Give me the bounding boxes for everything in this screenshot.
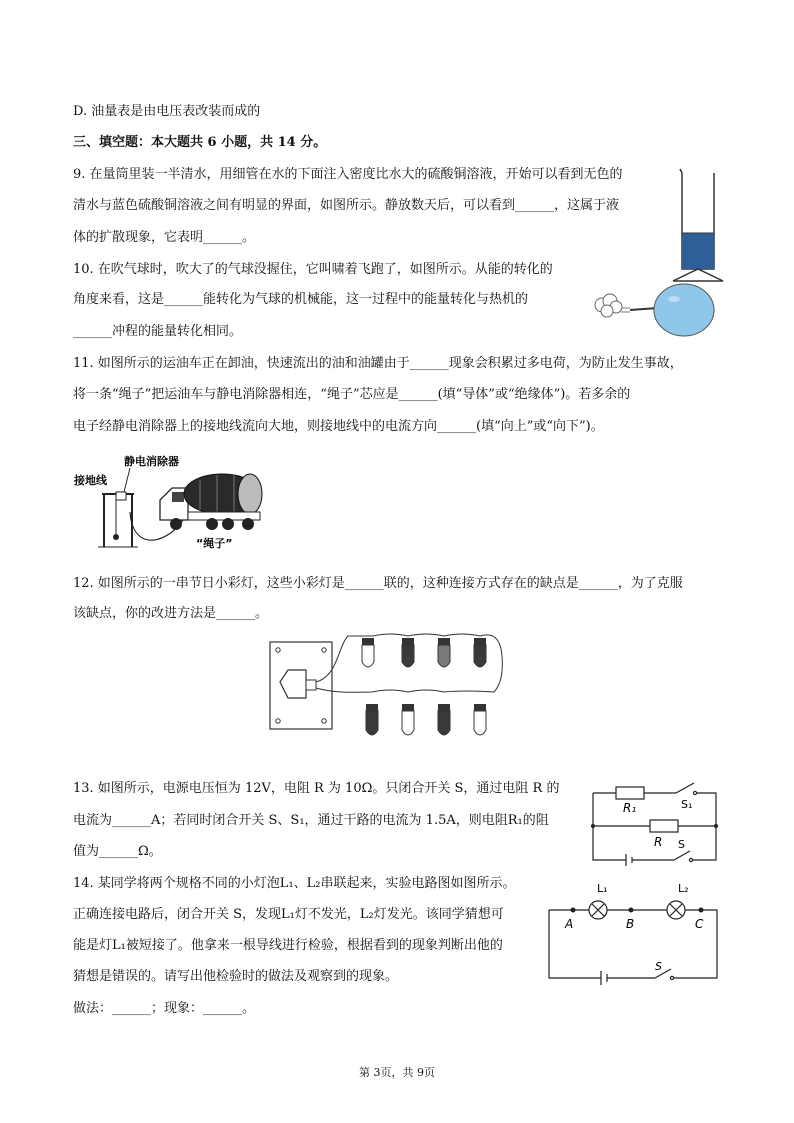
label-s: S (678, 838, 685, 851)
q14-line-1: 14. 某同学将两个规格不同的小灯泡L₁、L₂串联起来，实验电路图如图所示。 (73, 876, 516, 891)
label-ground-wire: 接地线 (74, 474, 107, 487)
q14-line-5: 做法：______；现象：______。 (73, 1001, 256, 1016)
q11-line-3: 电子经静电消除器上的接地线流向大地，则接地线中的电流方向______(填“向上”或“向下”)。 (73, 419, 604, 434)
resistor-r1 (616, 787, 644, 799)
q10-line-1: 10. 在吹气球时，吹大了的气球没握住，它叫啸着飞跑了，如图所示。从能的转化的 (73, 262, 553, 277)
q14-line-3: 能是灯L₁被短接了。他拿来一根导线进行检验，根据看到的现象判断出他的 (73, 938, 503, 953)
lamp-string-figure (268, 626, 528, 751)
label-eliminator: 静电消除器 (124, 455, 179, 468)
q10-line-2: 角度来看，这是______能转化为气球的机械能，这一过程中的能量转化与热机的 (73, 292, 529, 307)
label-r: R (654, 835, 663, 849)
q13-line-3: 值为______Ω。 (73, 844, 162, 859)
q14-line-4: 猜想是错误的。请写出他检验时的做法及观察到的现象。 (73, 969, 399, 984)
circuit-q14-figure (545, 878, 723, 990)
label-r1: R₁ (623, 801, 637, 815)
q9-line-3: 体的扩散现象，它表明______。 (73, 230, 256, 245)
q12-line-2: 该缺点，你的改进方法是______。 (73, 606, 269, 621)
label-l2: L₂ (678, 882, 689, 895)
balloon-figure (590, 283, 720, 343)
q13-line-1: 13. 如图所示，电源电压恒为 12V，电阻 R 为 10Ω。只闭合开关 S，通过电阻 R 的 (73, 781, 560, 796)
label-rope: “绳子” (196, 537, 233, 550)
lamps-bottom (366, 704, 486, 735)
q12-line-1: 12. 如图所示的一串节日小彩灯，这些小彩灯是______联的，这种连接方式存在的缺点是______，为了克服 (73, 576, 683, 591)
option-d-text: D. 油量表是由电压表改装而成的 (73, 104, 261, 119)
page-footer: 第 3页，共 9页 (359, 1066, 435, 1079)
q14-line-2: 正确连接电路后，闭合开关 S，发现L₁灯不发光，L₂灯发光。该同学猜想可 (73, 907, 504, 922)
q13-line-2: 电流为______A；若同时闭合开关 S、S₁，通过干路的电流为 1.5A，则电阻R₁的阻 (73, 813, 549, 828)
section-heading: 三、填空题：本大题共 6 小题，共 14 分。 (73, 135, 327, 150)
label-b: B (626, 917, 635, 931)
q10-line-3: ______冲程的能量转化相同。 (73, 324, 243, 339)
cylinder-figure (668, 165, 730, 283)
label-a: A (565, 917, 574, 931)
q11-line-1: 11. 如图所示的运油车正在卸油，快速流出的油和油罐由于______现象会积累过多电荷，为防止发生事故， (73, 356, 683, 371)
label-c: C (695, 917, 704, 931)
q9-line-2: 清水与蓝色硫酸铜溶液之间有明显的界面，如图所示。静放数天后，可以看到______，这属于液 (73, 198, 620, 213)
copper-sulfate-liquid (682, 233, 714, 269)
q11-line-2: 将一条“绳子”把运油车与静电消除器相连，“绳子”芯应是______(填“导体”或“绝缘体”)。若多余的 (73, 387, 631, 402)
circuit-q13-figure (588, 778, 724, 870)
label-l1: L₁ (597, 882, 608, 895)
label-s: S (655, 960, 662, 973)
label-s1: S₁ (681, 798, 693, 811)
resistor-r (650, 820, 678, 832)
tanker-figure (72, 452, 272, 552)
q9-line-1: 9. 在量筒里装一半清水，用细管在水的下面注入密度比水大的硫酸铜溶液，开始可以看到无色的 (73, 167, 623, 182)
lamps-top (362, 638, 486, 667)
balloon (654, 284, 714, 336)
